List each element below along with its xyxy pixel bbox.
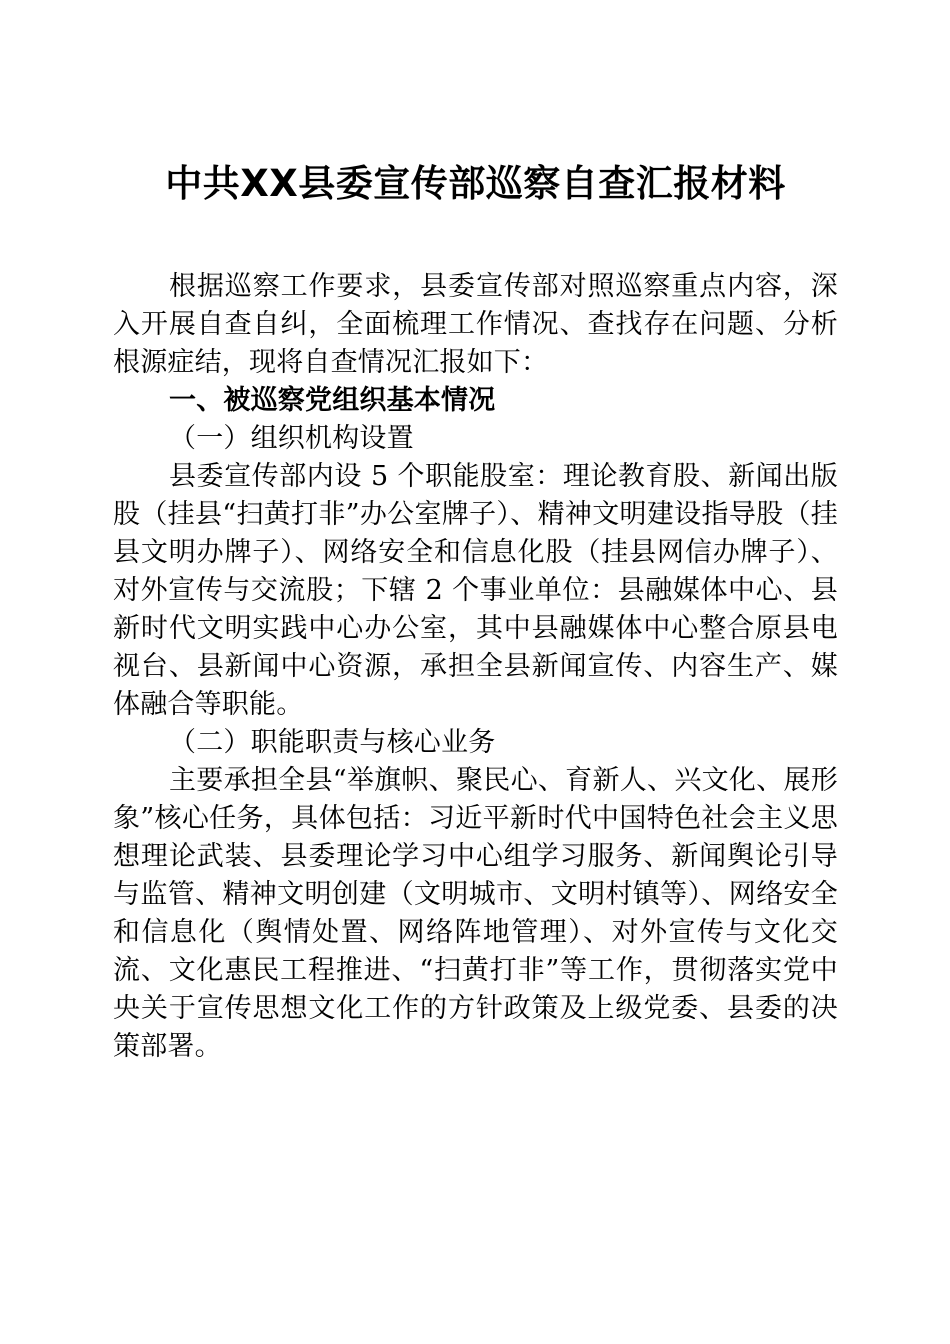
intro-paragraph: 根据巡察工作要求，县委宣传部对照巡察重点内容，深入开展自查自纠，全面梳理工作情况、查找存在问题、分析根源症结，现将自查情况汇报如下： bbox=[113, 270, 838, 378]
subsection-heading-1-1: （一）组织机构设置 bbox=[169, 422, 414, 454]
duties-and-core-business-paragraph: 主要承担全县“举旗帜、聚民心、育新人、兴文化、展形象”核心任务，具体包括：习近平新时代中国特色社会主义思想理论武装、县委理论学习中心组学习服务、新闻舆论引导与监管、精神文明创建（文明城市、文明村镇等）、网络安全和信息化（舆情处置、网络阵地管理）、对外宣传与文化交流、文化惠民工程推进、“扫黄打非”等工作，贯彻落实党中央关于宣传思想文化工作的方针政策及上级党委、县委的决策部署。 bbox=[113, 764, 838, 1062]
page-title: 中共XX县委宣传部巡察自查汇报材料 bbox=[165, 162, 786, 205]
organization-structure-paragraph: 县委宣传部内设 5 个职能股室：理论教育股、新闻出版股（挂县“扫黄打非”办公室牌子）、精神文明建设指导股（挂县文明办牌子）、网络安全和信息化股（挂县网信办牌子）、对外宣传与交流股；下辖 2 个事业单位：县融媒体中心、县新时代文明实践中心办公室，其中县融媒体中心整合原县电视台、县新闻中心资源，承担全县新闻宣传、内容生产、媒体融合等职能。 bbox=[113, 460, 838, 720]
subsection-heading-1-2: （二）职能职责与核心业务 bbox=[169, 726, 496, 758]
section-heading-1: 一、被巡察党组织基本情况 bbox=[169, 384, 496, 416]
document-content bbox=[113, 0, 838, 1066]
